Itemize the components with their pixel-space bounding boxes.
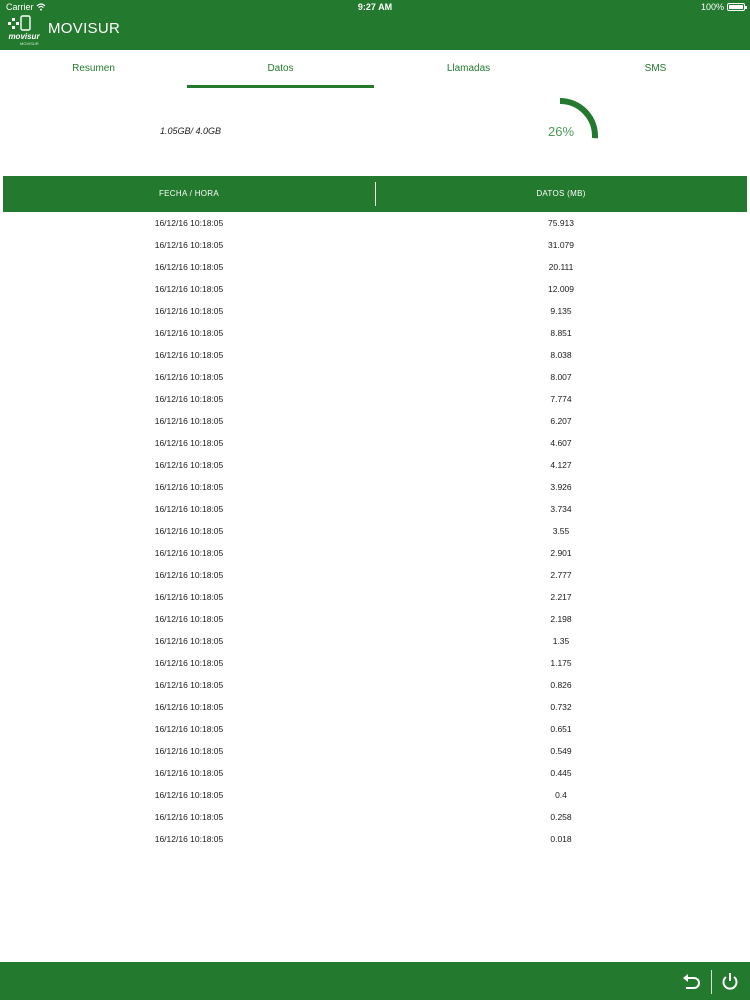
cell-date-time: 16/12/16 10:18:05	[154, 570, 224, 580]
cell-date-time: 16/12/16 10:18:05	[154, 724, 224, 734]
cell-date-time: 16/12/16 10:18:05	[154, 636, 224, 646]
cell-date-time: 16/12/16 10:18:05	[154, 416, 224, 426]
table-row	[0, 256, 750, 278]
tab-sms[interactable]	[562, 52, 749, 88]
table-row	[0, 674, 750, 696]
cell-data-mb: 8.851	[550, 328, 572, 338]
table-row	[0, 718, 750, 740]
cell-data-mb: 20.111	[548, 262, 574, 272]
bottom-bar	[0, 962, 750, 1000]
cell-date-time: 16/12/16 10:18:05	[154, 812, 224, 822]
cell-date-time: 16/12/16 10:18:05	[154, 460, 224, 470]
cell-data-mb: 75.913	[548, 218, 574, 228]
table-row	[0, 212, 750, 234]
cell-date-time: 16/12/16 10:18:05	[154, 790, 224, 800]
table-row	[0, 454, 750, 476]
data-table-body	[0, 212, 750, 850]
back-arrow-icon[interactable]	[680, 970, 702, 992]
cell-data-mb: 0.732	[550, 702, 572, 712]
table-row	[0, 542, 750, 564]
power-icon[interactable]	[719, 970, 741, 992]
table-row	[0, 608, 750, 630]
table-row	[0, 652, 750, 674]
cell-data-mb: 4.127	[550, 460, 572, 470]
cell-date-time: 16/12/16 10:18:05	[154, 548, 224, 558]
table-row	[0, 828, 750, 850]
table-row	[0, 234, 750, 256]
bottom-bar-divider	[711, 970, 712, 994]
cell-date-time: 16/12/16 10:18:05	[154, 526, 224, 536]
logo-word: movisur	[8, 32, 40, 41]
cell-date-time: 16/12/16 10:18:05	[154, 614, 224, 624]
cell-date-time: 16/12/16 10:18:05	[154, 328, 224, 338]
cell-date-time: 16/12/16 10:18:05	[154, 240, 224, 250]
cell-date-time: 16/12/16 10:18:05	[154, 702, 224, 712]
tab-bar	[0, 52, 750, 88]
cell-data-mb: 0.445	[550, 768, 572, 778]
cell-data-mb: 2.217	[550, 592, 572, 602]
cell-date-time: 16/12/16 10:18:05	[154, 372, 224, 382]
cell-data-mb: 6.207	[550, 416, 572, 426]
cell-date-time: 16/12/16 10:18:05	[154, 482, 224, 492]
cell-date-time: 16/12/16 10:18:05	[154, 394, 224, 404]
cell-date-time: 16/12/16 10:18:05	[154, 262, 224, 272]
table-row	[0, 322, 750, 344]
tab-label: SMS	[644, 63, 667, 74]
table-header	[3, 176, 747, 212]
cell-data-mb: 0.4	[555, 790, 567, 800]
app-title: MOVISUR	[48, 20, 121, 37]
table-row	[0, 740, 750, 762]
cell-date-time: 16/12/16 10:18:05	[154, 834, 224, 844]
logo-subtext: MOVISUR	[20, 41, 39, 46]
carrier-label: Carrier	[6, 2, 34, 12]
column-header-date: FECHA / HORA	[158, 189, 220, 198]
table-row	[0, 278, 750, 300]
cell-data-mb: 7.774	[550, 394, 572, 404]
cell-data-mb: 8.007	[550, 372, 572, 382]
cell-data-mb: 2.901	[550, 548, 572, 558]
cell-date-time: 16/12/16 10:18:05	[154, 746, 224, 756]
table-row	[0, 388, 750, 410]
top-bar	[0, 0, 750, 50]
table-row	[0, 476, 750, 498]
cell-data-mb: 1.35	[552, 636, 570, 646]
table-row	[0, 564, 750, 586]
battery-icon	[727, 3, 745, 11]
cell-date-time: 16/12/16 10:18:05	[154, 218, 224, 228]
table-row	[0, 498, 750, 520]
cell-date-time: 16/12/16 10:18:05	[154, 306, 224, 316]
cell-date-time: 16/12/16 10:18:05	[154, 438, 224, 448]
cell-data-mb: 12.009	[548, 284, 574, 294]
cell-date-time: 16/12/16 10:18:05	[154, 284, 224, 294]
table-row	[0, 784, 750, 806]
table-row	[0, 410, 750, 432]
cell-data-mb: 8.038	[550, 350, 572, 360]
logo-mark-icon	[6, 14, 42, 34]
tab-label: Datos	[267, 63, 294, 74]
data-usage-text: 1.05GB/ 4.0GB	[160, 126, 222, 136]
cell-date-time: 16/12/16 10:18:05	[154, 658, 224, 668]
active-tab-indicator	[187, 85, 374, 88]
cell-data-mb: 0.018	[550, 834, 572, 844]
cell-data-mb: 3.55	[552, 526, 570, 536]
cell-data-mb: 31.079	[548, 240, 574, 250]
table-row	[0, 344, 750, 366]
battery-percent: 100%	[700, 2, 724, 12]
usage-percent: 26%	[547, 124, 575, 139]
cell-data-mb: 0.549	[550, 746, 572, 756]
table-row	[0, 366, 750, 388]
cell-date-time: 16/12/16 10:18:05	[154, 592, 224, 602]
tab-datos[interactable]	[187, 52, 374, 88]
tab-label: Resumen	[72, 63, 115, 74]
table-row	[0, 586, 750, 608]
cell-data-mb: 3.734	[550, 504, 572, 514]
cell-date-time: 16/12/16 10:18:05	[154, 680, 224, 690]
cell-data-mb: 2.777	[550, 570, 572, 580]
table-row	[0, 762, 750, 784]
table-row	[0, 696, 750, 718]
status-bar	[0, 0, 750, 14]
cell-data-mb: 3.926	[550, 482, 572, 492]
table-row	[0, 630, 750, 652]
table-row	[0, 300, 750, 322]
cell-data-mb: 9.135	[550, 306, 572, 316]
cell-data-mb: 1.175	[550, 658, 572, 668]
table-row	[0, 520, 750, 542]
cell-data-mb: 0.258	[550, 812, 572, 822]
tab-llamadas[interactable]	[375, 52, 562, 88]
tab-label: Llamadas	[446, 63, 491, 74]
table-row	[0, 432, 750, 454]
cell-data-mb: 2.198	[550, 614, 572, 624]
status-time: 9:27 AM	[357, 2, 393, 12]
cell-date-time: 16/12/16 10:18:05	[154, 350, 224, 360]
cell-date-time: 16/12/16 10:18:05	[154, 504, 224, 514]
table-row	[0, 806, 750, 828]
cell-data-mb: 4.607	[550, 438, 572, 448]
movisur-logo	[6, 14, 42, 46]
cell-data-mb: 0.651	[550, 724, 572, 734]
tab-resumen[interactable]	[0, 52, 187, 88]
cell-date-time: 16/12/16 10:18:05	[154, 768, 224, 778]
column-header-data: DATOS (MB)	[536, 189, 586, 198]
cell-data-mb: 0.826	[550, 680, 572, 690]
